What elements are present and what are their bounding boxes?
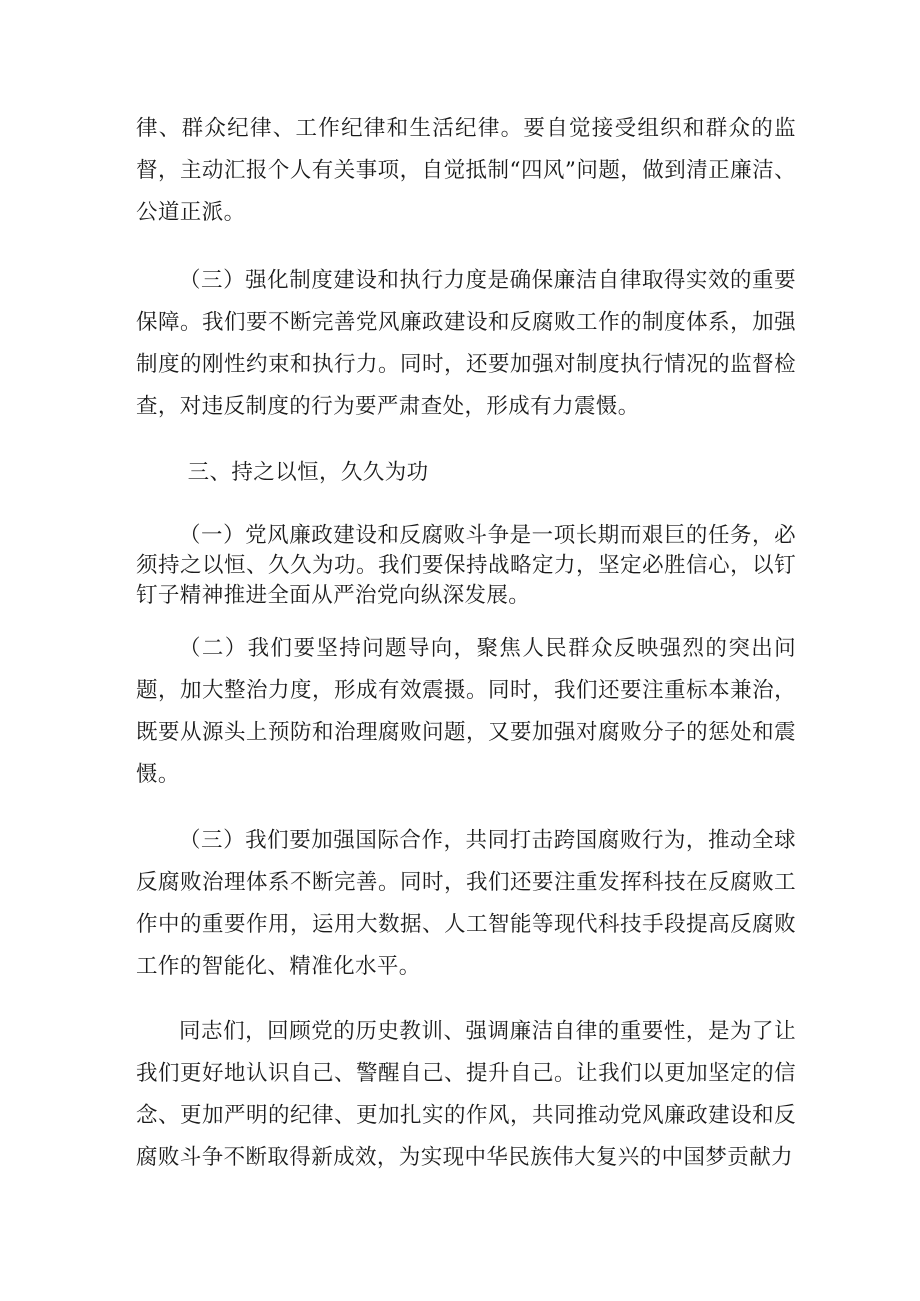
paragraph-section-3-3: （三）我们要加强国际合作，共同打击跨国腐败行为，推动全球反腐败治理体系不断完善。同时，我们还要注重发挥科技在反腐败工作中的重要作用，运用大数据、人工智能等现代科技手段提高反腐败工作的智能化、精准化水平。 bbox=[136, 828, 796, 979]
paragraph-closing: 同志们，回顾党的历史教训、强调廉洁自律的重要性，是为了让我们更好地认识自己、警醒自己、提升自己。让我们以更加坚定的信念、更加严明的纪律、更加扎实的作风，共同推动党风廉政建设和反腐败斗争不断取得新成效，为实现中华民族伟大复兴的中国梦贡献力 bbox=[136, 1019, 796, 1170]
section-heading-3: 三、持之以恒，久久为功 bbox=[187, 460, 429, 485]
paragraph-section-2-3: （三）强化制度建设和执行力度是确保廉洁自律取得实效的重要保障。我们要不断完善党风廉政建设和反腐败工作的制度体系，加强制度的刚性约束和执行力。同时，还要加强对制度执行情况的监督检查，对违反制度的行为要严肃查处，形成有力震慑。 bbox=[136, 268, 796, 419]
paragraph-discipline-continuation: 律、群众纪律、工作纪律和生活纪律。要自觉接受组织和群众的监督，主动汇报个人有关事项，自觉抵制“四风”问题，做到清正廉洁、公道正派。 bbox=[136, 116, 796, 225]
paragraph-section-3-1: （一）党风廉政建设和反腐败斗争是一项长期而艰巨的任务，必须持之以恒、久久为功。我们要保持战略定力，坚定必胜信心，以钉钉子精神推进全面从严治党向纵深发展。 bbox=[136, 523, 796, 608]
paragraph-section-3-2: （二）我们要坚持问题导向，聚焦人民群众反映强烈的突出问题，加大整治力度，形成有效震摄。同时，我们还要注重标本兼治，既要从源头上预防和治理腐败问题，又要加强对腐败分子的惩处和震慑。 bbox=[136, 636, 796, 787]
